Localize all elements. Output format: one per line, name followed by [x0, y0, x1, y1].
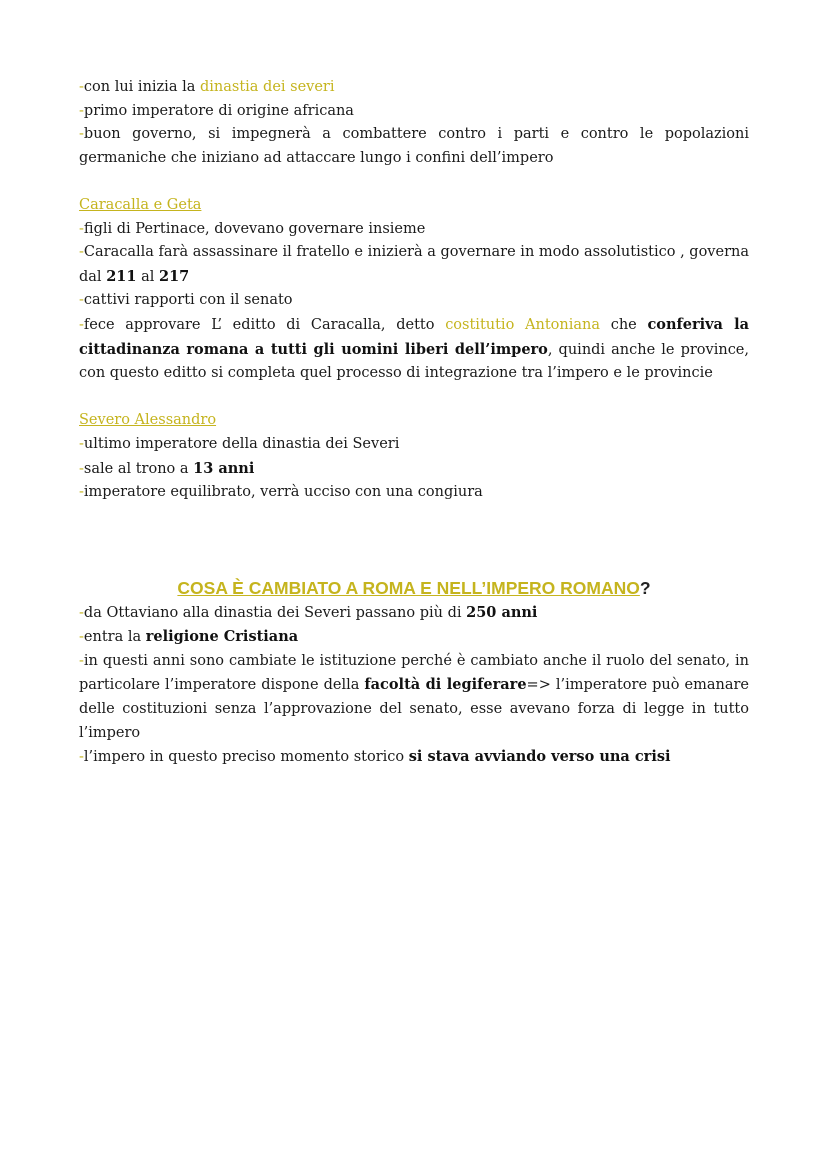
bullet-dash: -	[79, 126, 84, 143]
caracalla-line-3: -cattivi rapporti con il senato	[79, 292, 293, 309]
costitutio-highlight: costitutio Antoniana	[445, 316, 600, 333]
cambiato-line-4: -l’impero in questo preciso momento storico si stava avviando verso una crisi	[79, 748, 671, 766]
bullet-dash: -	[79, 652, 84, 669]
bullet-dash: -	[79, 79, 84, 95]
bullet-dash: -	[79, 749, 84, 766]
severo-line-2: -sale al trono a 13 anni	[79, 459, 255, 477]
severo-line-3: -imperatore equilibrato, verrà ucciso con una congiura	[79, 484, 483, 501]
bullet-dash: -	[79, 220, 84, 237]
year-start: 211	[106, 267, 137, 285]
cambiato-line-3: -in questi anni sono cambiate le istituzione perché è cambiato anche il ruolo del senato, in particolare l’imperatore dispone della facoltà di legiferare=> l’imperatore può emanare delle costituzioni senza l’approvazione del senato, esse avevano forza di legge in tutto l’impero	[79, 652, 749, 741]
severo-heading: Severo Alessandro	[79, 412, 217, 429]
severi-line-1: -con lui inizia la dinastia dei severi	[79, 79, 335, 95]
bullet-dash: -	[79, 484, 84, 501]
bullet-dash: -	[79, 604, 84, 621]
severo-line-1: -ultimo imperatore della dinastia dei Severi	[79, 435, 400, 452]
bullet-dash: -	[79, 316, 84, 333]
bullet-dash: -	[79, 244, 84, 261]
bullet-dash: -	[79, 629, 84, 646]
bullet-dash: -	[79, 102, 84, 119]
cambiato-line-2: -entra la religione Cristiana	[79, 628, 299, 646]
cambiato-line-1: -da Ottaviano alla dinastia dei Severi passano più di 250 anni	[79, 603, 538, 621]
bullet-dash: -	[79, 460, 84, 477]
severi-line-3: -buon governo, si impegnerà a combattere contro i parti e contro le popolazioni germaniche che iniziano ad attaccare lungo i confini dell’impero	[79, 126, 749, 166]
section-title: COSA È CAMBIATO A ROMA E NELL’IMPERO ROMANO?	[177, 577, 651, 598]
caracalla-line-1: -figli di Pertinace, dovevano governare insieme	[79, 220, 426, 237]
dinastia-highlight: dinastia dei severi	[199, 79, 335, 95]
caracalla-line-4: -fece approvare L’ editto di Caracalla, detto costitutio Antoniana che conferiva la cittadinanza romana a tutti gli uomini liberi dell’impero, quindi anche le province, con questo editto si completa quel processo di integrazione tra l’impero e le provincie	[79, 315, 750, 382]
bullet-dash: -	[79, 435, 84, 452]
severi-line-2: -primo imperatore di origine africana	[79, 102, 354, 119]
caracalla-heading: Caracalla e Geta	[79, 196, 202, 213]
caracalla-line-2: -Caracalla farà assassinare il fratello e inizierà a governare in modo assolutistico , governa dal 211 al 217	[79, 244, 749, 285]
bullet-dash: -	[79, 292, 84, 309]
year-end: 217	[158, 267, 190, 285]
